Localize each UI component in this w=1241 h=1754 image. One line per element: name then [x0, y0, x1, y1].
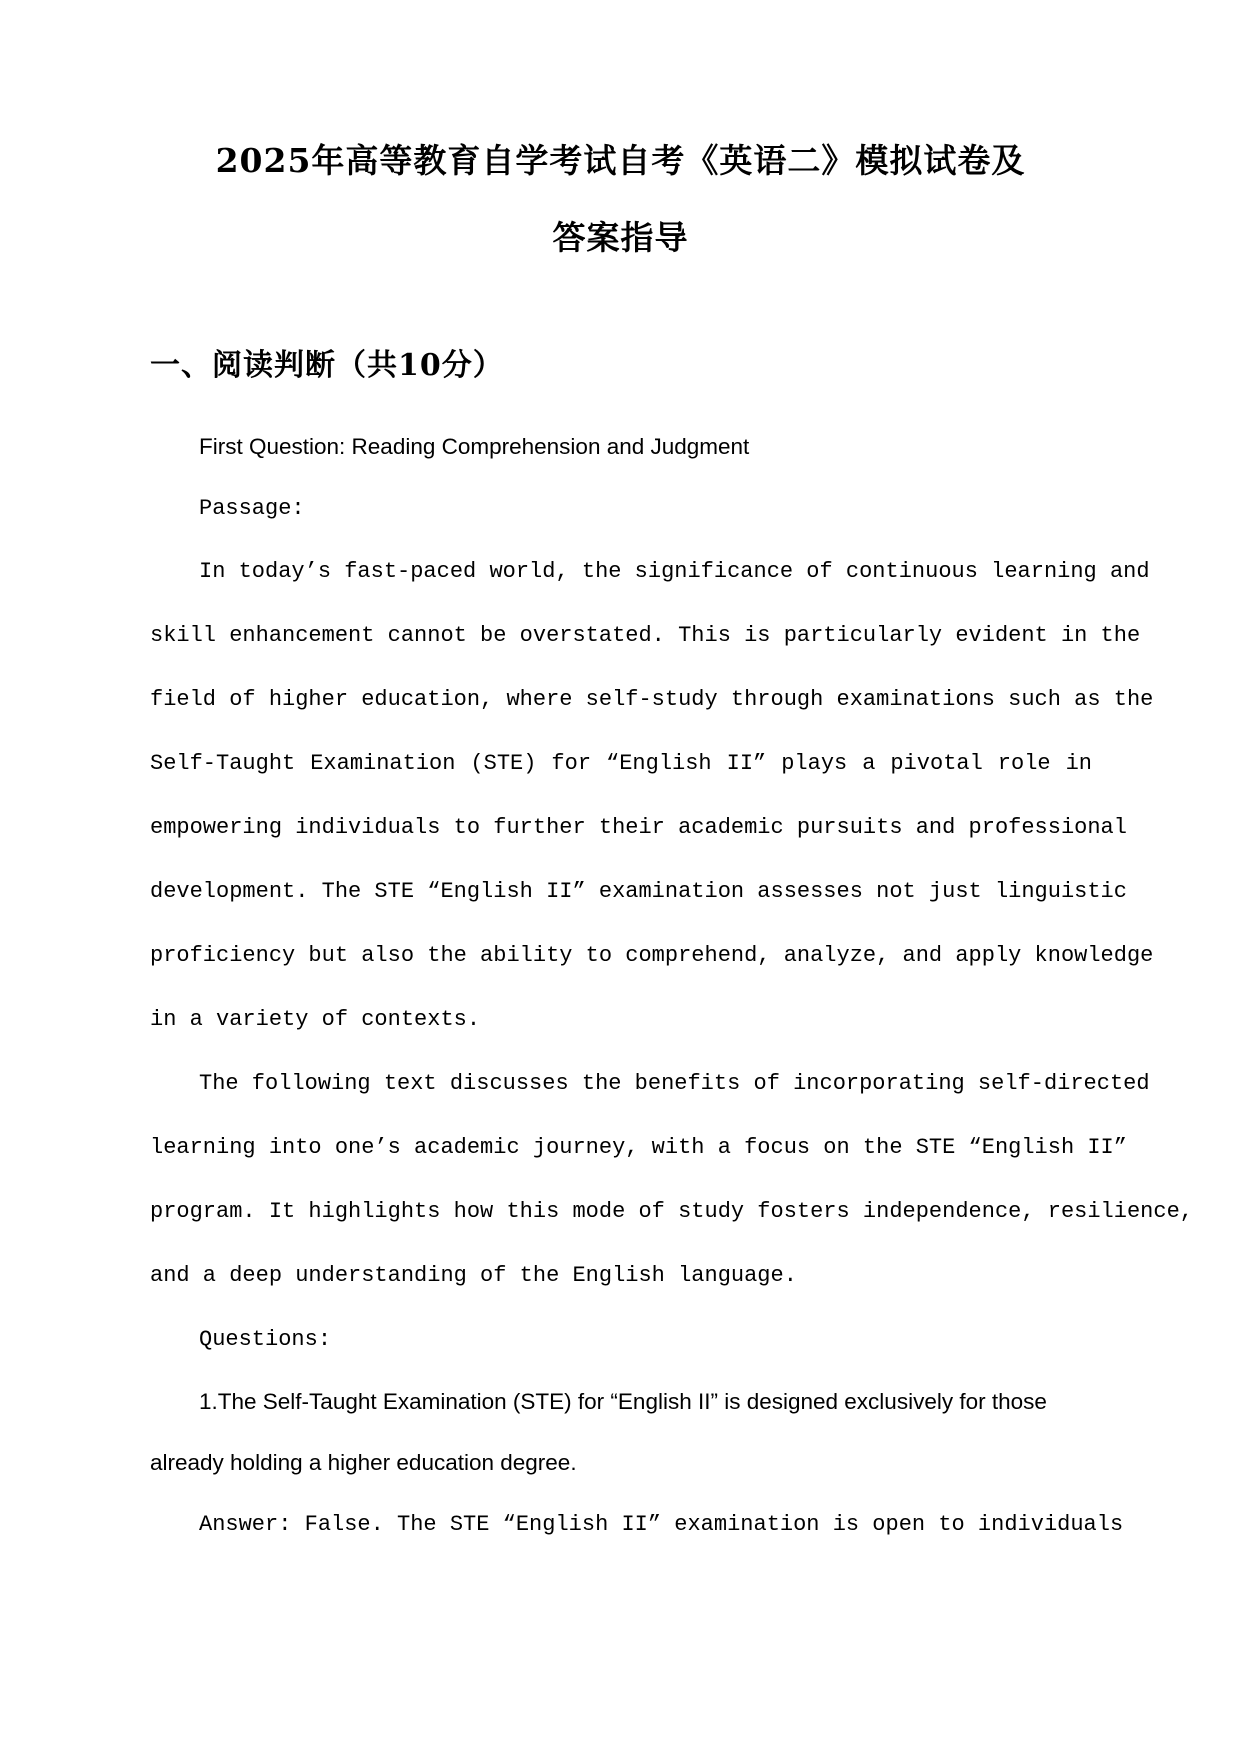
paragraph-1-line: skill enhancement cannot be overstated. This is particularly evident in the: [150, 623, 1141, 648]
answer-1-line: Answer: False. The STE “English II” examination is open to individuals: [199, 1512, 1124, 1537]
paragraph-1-line: Self-Taught Examination (STE) for “English II” plays a pivotal role in: [150, 751, 1092, 776]
paragraph-1-line: proficiency but also the ability to comprehend, analyze, and apply knowledge: [150, 943, 1154, 968]
paragraph-1-line: in a variety of contexts.: [150, 1007, 481, 1032]
question-1-line: already holding a higher education degree.: [150, 1450, 577, 1475]
question-subheading: First Question: Reading Comprehension and Judgment: [199, 434, 750, 459]
paragraph-1-line: empowering individuals to further their academic pursuits and professional: [150, 815, 1127, 840]
paragraph-1-line: development. The STE “English II” examination assesses not just linguistic: [150, 879, 1127, 904]
passage-label: Passage:: [199, 496, 305, 521]
paragraph-2-line: The following text discusses the benefits of incorporating self-directed: [199, 1071, 1150, 1096]
document-title-line-2: 答案指导: [552, 218, 689, 257]
questions-label: Questions:: [199, 1327, 332, 1352]
paragraph-1-line: In today’s fast-paced world, the significance of continuous learning and: [199, 559, 1150, 584]
question-1-line: 1.The Self-Taught Examination (STE) for “English II” is designed exclusively for those: [199, 1389, 1047, 1414]
paragraph-2-line: program. It highlights how this mode of study fosters independence, resilience,: [150, 1199, 1193, 1224]
section-heading: 一、阅读判断（共10分）: [150, 348, 504, 383]
paragraph-1-line: field of higher education, where self-study through examinations such as the: [150, 687, 1154, 712]
paragraph-2-line: and a deep understanding of the English language.: [150, 1263, 797, 1288]
document-title-line-1: 2025年高等教育自学考试自考《英语二》模拟试卷及: [215, 141, 1026, 180]
paragraph-2-line: learning into one’s academic journey, with a focus on the STE “English II”: [150, 1135, 1127, 1160]
